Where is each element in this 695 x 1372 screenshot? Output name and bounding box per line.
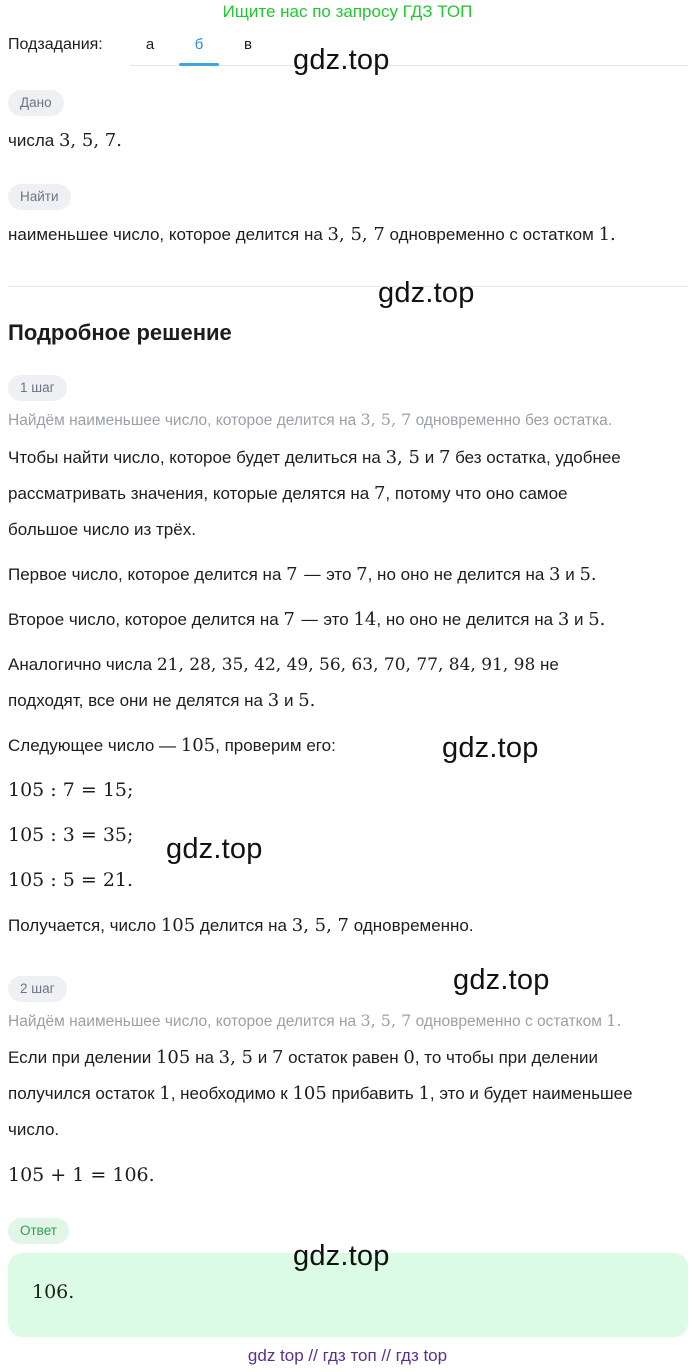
- step1-subtitle: Найдём наименьшее число, которое делится на 3, 5, 7 одновременно без остатка.: [8, 410, 613, 429]
- step2-line: Если при делении 105 на 3, 5 и 7 остаток равен 0, то чтобы при делении: [8, 1047, 599, 1068]
- given-badge: Дано: [8, 90, 64, 116]
- subtasks-label: Подзадания:: [8, 36, 103, 53]
- step1-line: Чтобы найти число, которое будет делиться на 3, 5 и 7 без остатка, удобнее: [8, 447, 621, 468]
- tab-b[interactable]: б: [194, 36, 204, 53]
- step1-line: подходят, все они не делятся на 3 и 5.: [8, 690, 316, 711]
- find-badge: Найти: [8, 184, 71, 210]
- watermark: gdz.top: [293, 44, 390, 76]
- watermark: gdz.top: [293, 1240, 390, 1272]
- section-divider: [8, 286, 688, 287]
- watermark: gdz.top: [378, 277, 475, 309]
- search-banner: Ищите нас по запросу ГДЗ ТОП: [222, 2, 473, 21]
- step1-line: Следующее число — 105, проверим его:: [8, 735, 336, 756]
- tab-v[interactable]: в: [244, 36, 252, 53]
- given-text: числа 3, 5, 7.: [8, 130, 122, 151]
- step1-line: Аналогично числа 21, 28, 35, 42, 49, 56, 63, 70, 77, 84, 91, 98 не: [8, 655, 559, 675]
- equation: 105 + 1 = 106.: [8, 1164, 155, 1186]
- answer-value: 106.: [32, 1281, 75, 1303]
- step1-line: рассматривать значения, которые делятся на 7, потому что оно самое: [8, 483, 568, 504]
- solution-title: Подробное решение: [8, 320, 232, 345]
- equation: 105 : 3 = 35;: [8, 824, 134, 846]
- active-tab-indicator: [179, 63, 219, 66]
- watermark: gdz.top: [442, 732, 539, 764]
- step1-badge: 1 шаг: [8, 375, 67, 401]
- equation: 105 : 7 = 15;: [8, 779, 134, 801]
- step1-line: Первое число, которое делится на 7 — это 7, но оно не делится на 3 и 5.: [8, 564, 597, 585]
- equation: 105 : 5 = 21.: [8, 869, 134, 891]
- find-text: наименьшее число, которое делится на 3, 5, 7 одновременно с остатком 1.: [8, 224, 616, 245]
- step2-badge: 2 шаг: [8, 976, 67, 1002]
- tab-a[interactable]: а: [145, 36, 155, 53]
- step1-line: большое число из трёх.: [8, 520, 196, 539]
- step2-line: число.: [8, 1120, 60, 1139]
- watermark: gdz.top: [166, 833, 263, 865]
- step1-line: Второе число, которое делится на 7 — это 14, но оно не делится на 3 и 5.: [8, 609, 606, 630]
- watermark: gdz.top: [453, 964, 550, 996]
- footer-links[interactable]: gdz top // гдз топ // гдз top: [247, 1346, 448, 1365]
- step1-line: Получается, число 105 делится на 3, 5, 7 одновременно.: [8, 915, 474, 936]
- answer-badge: Ответ: [8, 1218, 69, 1244]
- step2-subtitle: Найдём наименьшее число, которое делится на 3, 5, 7 одновременно с остатком 1.: [8, 1011, 622, 1030]
- step2-line: получился остаток 1, необходимо к 105 прибавить 1, это и будет наименьшее: [8, 1083, 633, 1104]
